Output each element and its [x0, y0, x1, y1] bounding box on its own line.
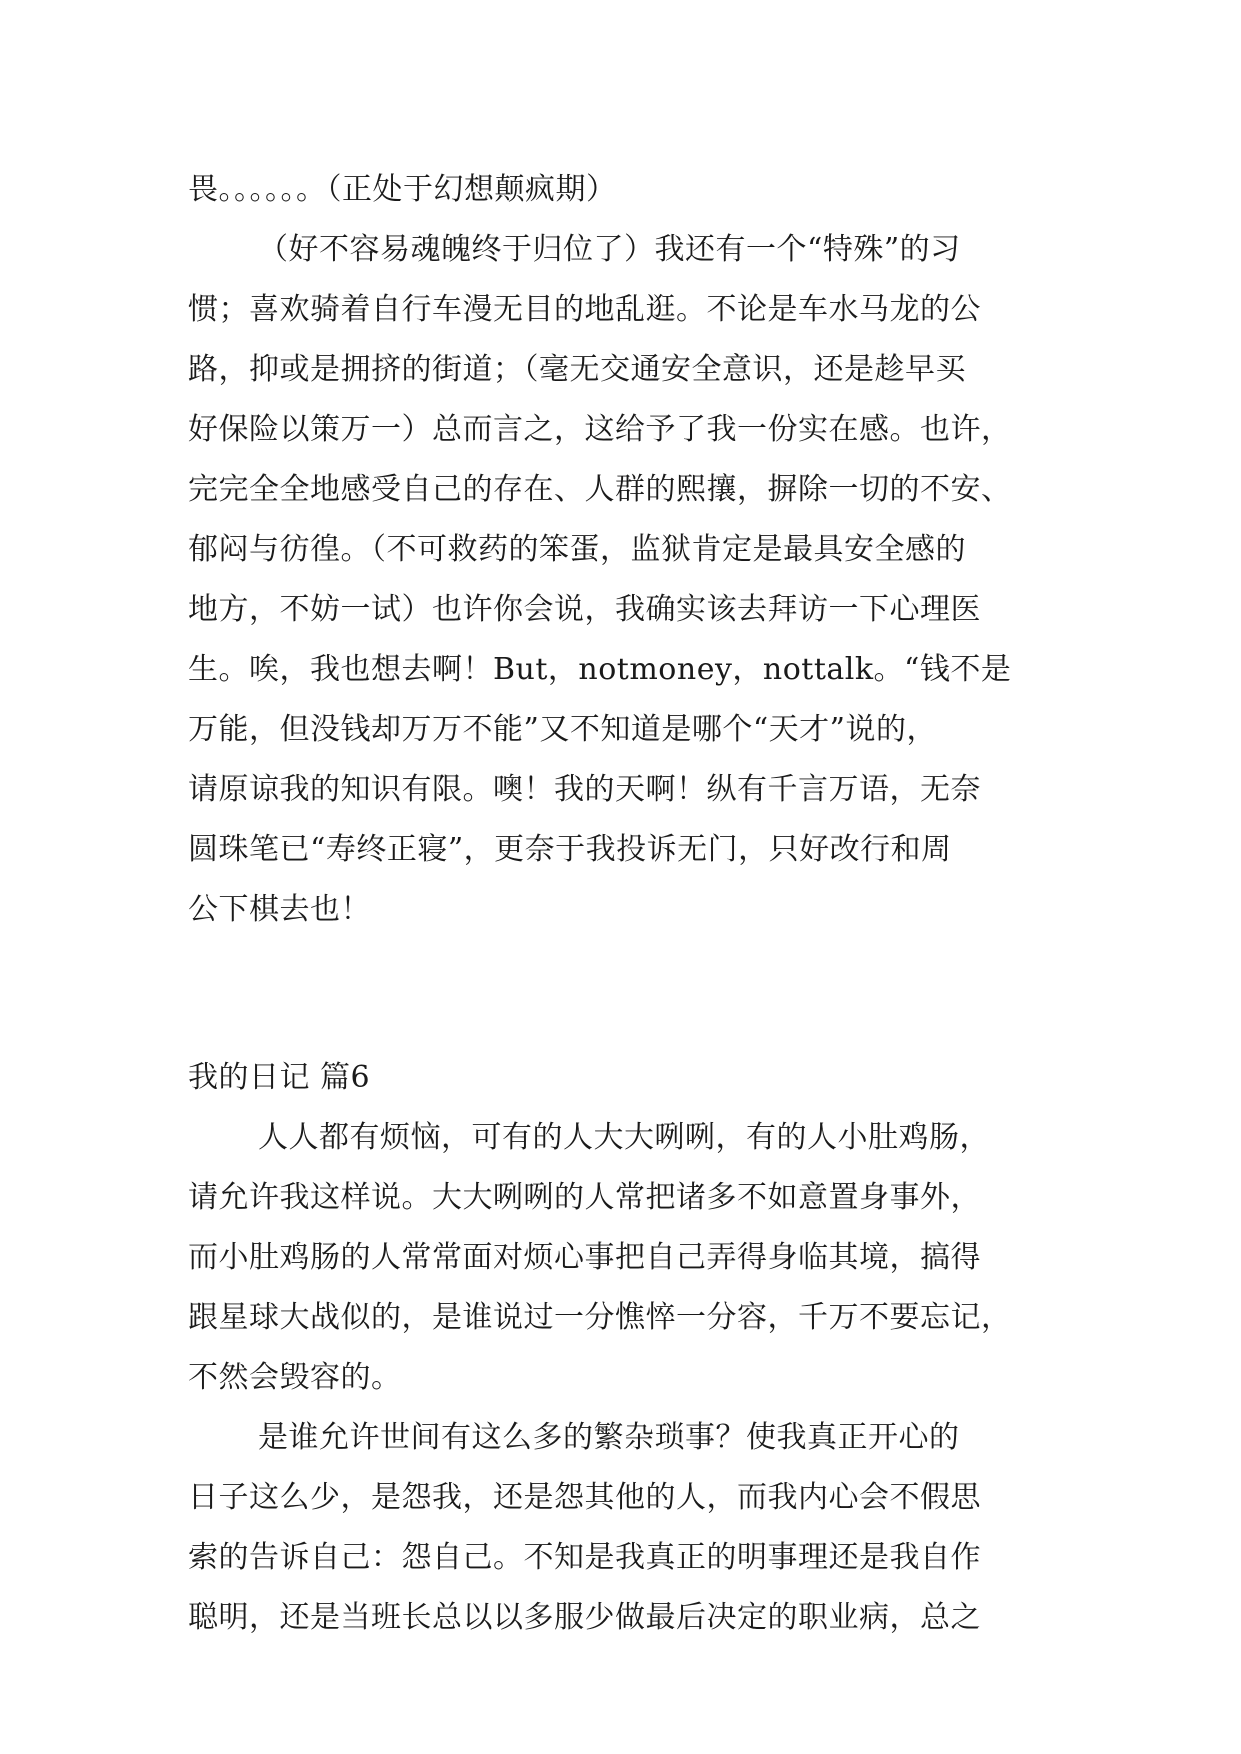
- text-line: 惯；喜欢骑着自行车漫无目的地乱逛。不论是车水马龙的公: [188, 292, 981, 327]
- text-line: 郁闷与彷徨。（不可救药的笨蛋，监狱肯定是最具安全感的: [188, 532, 966, 567]
- text-line: 好保险以策万一）总而言之，这给予了我一份实在感。也许，: [188, 412, 1012, 447]
- section-1-paragraph-2: [188, 220, 1068, 940]
- text-line: （好不容易魂魄终于归位了）我还有一个“特殊”的习: [258, 232, 961, 267]
- text-line: 生。唉，我也想去啊！But，notmoney，nottalk。“钱不是: [188, 652, 1012, 687]
- text-line: 公下棋去也！: [188, 892, 371, 927]
- text-line: 畏。。。。。。（正处于幻想颠疯期）: [188, 172, 617, 207]
- text-line: 人人都有烦恼，可有的人大大咧咧，有的人小肚鸡肠，: [258, 1120, 990, 1155]
- document-page: [188, 160, 1068, 1648]
- text-line: 万能，但没钱却万万不能”又不知道是哪个“天才”说的，: [188, 712, 938, 747]
- text-line: 完完全全地感受自己的存在、人群的熙攘，摒除一切的不安、: [188, 472, 1012, 507]
- text-line: 跟星球大战似的，是谁说过一分憔悴一分容，千万不要忘记，: [188, 1300, 1012, 1335]
- text-line: 地方，不妨一试）也许你会说，我确实该去拜访一下心理医: [188, 592, 981, 627]
- text-line: 日子这么少，是怨我，还是怨其他的人，而我内心会不假思: [188, 1480, 981, 1515]
- section-spacer: [188, 940, 1068, 1048]
- text-line: 聪明，还是当班长总以以多服少做最后决定的职业病，总之: [188, 1600, 981, 1635]
- text-line: 索的告诉自己：怨自己。不知是我真正的明事理还是我自作: [188, 1540, 981, 1575]
- text-line: 圆珠笔已“寿终正寝”，更奈于我投诉无门，只好改行和周: [188, 832, 952, 867]
- text-line: 请原谅我的知识有限。噢！我的天啊！纵有千言万语，无奈: [188, 772, 981, 807]
- text-line: 不然会毁容的。: [188, 1360, 402, 1395]
- text-line: 请允许我这样说。大大咧咧的人常把诸多不如意置身事外，: [188, 1180, 981, 1215]
- section-2-paragraph-2: [188, 1408, 1068, 1648]
- section-1-paragraph-1: [188, 160, 1068, 220]
- text-line: 路，抑或是拥挤的街道；（毫无交通安全意识，还是趁早买: [188, 352, 966, 387]
- text-line: 是谁允许世间有这么多的繁杂琐事？使我真正开心的: [258, 1420, 960, 1455]
- section-heading: 我的日记 篇6: [188, 1060, 371, 1095]
- section-2-paragraph-1: [188, 1108, 1068, 1408]
- text-line: 而小肚鸡肠的人常常面对烦心事把自己弄得身临其境，搞得: [188, 1240, 981, 1275]
